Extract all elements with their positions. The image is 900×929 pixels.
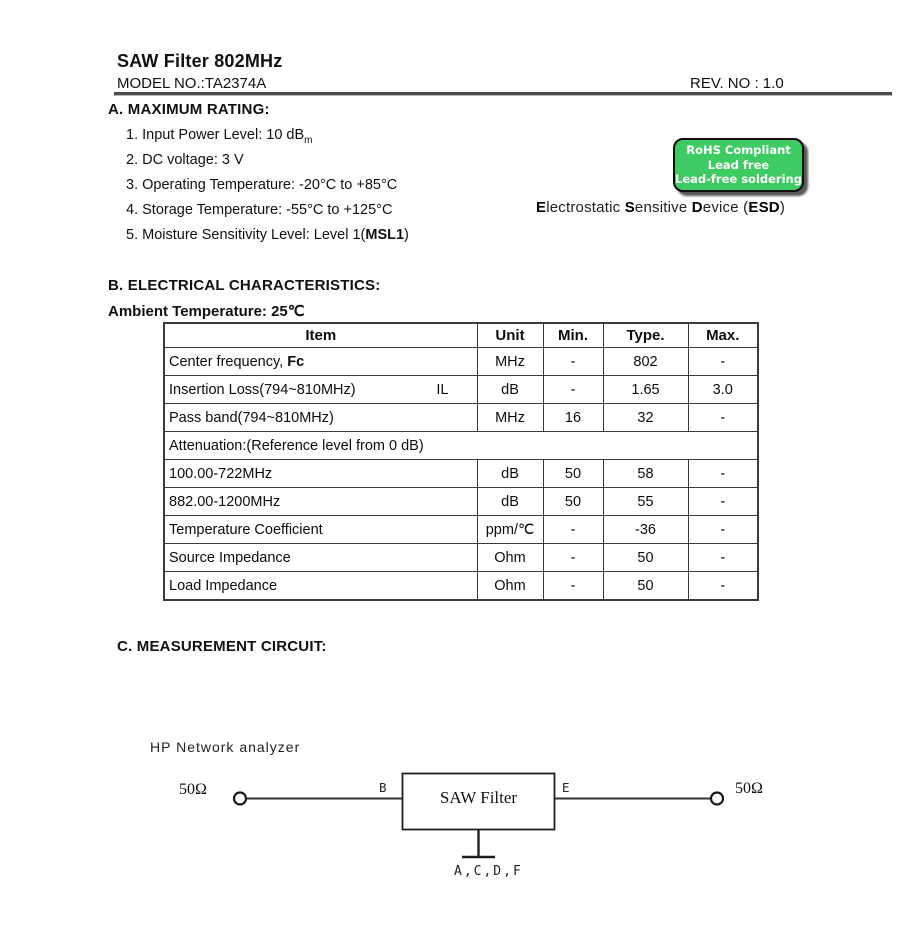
cell-max: -: [688, 460, 758, 488]
rating-item-5: 5. Moisture Sensitivity Level: Level 1(MSL1): [126, 227, 409, 243]
cell-unit: dB: [477, 488, 543, 516]
table-row: [164, 544, 758, 572]
cell-max: -: [688, 348, 758, 376]
cell-min: -: [543, 572, 603, 601]
cell-type: 1.65: [603, 376, 688, 404]
cell-min: -: [543, 376, 603, 404]
cell-min: 16: [543, 404, 603, 432]
cell-item: Insertion Loss(794~810MHz) IL: [164, 376, 477, 404]
cell-type: 50: [603, 544, 688, 572]
cell-unit: Ohm: [477, 544, 543, 572]
cell-item: Load Impedance: [164, 572, 477, 601]
rohs-badge-line1: RoHS Compliant: [686, 143, 791, 158]
cell-type: 802: [603, 348, 688, 376]
cell-min: -: [543, 348, 603, 376]
revision-number: REV. NO : 1.0: [690, 75, 784, 92]
col-header-item: Item: [164, 323, 477, 348]
cell-unit: MHz: [477, 404, 543, 432]
rohs-badge-line3: Lead-free soldering: [675, 172, 802, 187]
section-c-heading: C. MEASUREMENT CIRCUIT:: [117, 638, 327, 655]
cell-unit: ppm/℃: [477, 516, 543, 544]
table-row-attenuation: [164, 432, 758, 460]
cell-type: 55: [603, 488, 688, 516]
rating-item-2: 2. DC voltage: 3 V: [126, 152, 244, 168]
rating-item-1: 1. Input Power Level: 10 $dB_m$: [126, 127, 313, 146]
cell-attenuation-span: Attenuation:(Reference level from 0 dB): [164, 432, 758, 460]
section-a-heading: A. MAXIMUM RATING:: [108, 101, 270, 118]
rohs-badge-line2: Lead free: [707, 157, 770, 172]
cell-min: -: [543, 544, 603, 572]
col-header-type: Type.: [603, 323, 688, 348]
cell-max: -: [688, 544, 758, 572]
esd-note: Electrostatic Sensitive Device (ESD): [536, 199, 786, 216]
cell-max: -: [688, 404, 758, 432]
network-analyzer-label: HP Network analyzer: [150, 739, 301, 755]
header-divider: [114, 92, 892, 96]
cell-min: 50: [543, 488, 603, 516]
cell-type: -36: [603, 516, 688, 544]
table-row: [164, 488, 758, 516]
cell-max: 3.0: [688, 376, 758, 404]
col-header-max: Max.: [688, 323, 758, 348]
cell-unit: dB: [477, 460, 543, 488]
cell-item: Center frequency, Fc: [164, 348, 477, 376]
cell-item: Source Impedance: [164, 544, 477, 572]
port-b-label: B: [379, 780, 387, 795]
right-impedance-label: 50Ω: [735, 780, 763, 797]
cell-unit: Ohm: [477, 572, 543, 601]
cell-unit: MHz: [477, 348, 543, 376]
cell-min: 50: [543, 460, 603, 488]
rating-item-4: 4. Storage Temperature: -55°C to +125°C: [126, 202, 393, 218]
cell-max: -: [688, 488, 758, 516]
cell-max: -: [688, 572, 758, 601]
model-number: MODEL NO.:TA2374A: [117, 75, 267, 92]
table-row: [164, 376, 758, 404]
saw-filter-box-label: SAW Filter: [439, 788, 518, 807]
cell-unit: dB: [477, 376, 543, 404]
cell-type: 58: [603, 460, 688, 488]
cell-item: Temperature Coefficient: [164, 516, 477, 544]
table-row: [164, 516, 758, 544]
col-header-unit: Unit: [477, 323, 543, 348]
left-impedance-label: 50Ω: [179, 781, 207, 798]
cell-type: 50: [603, 572, 688, 601]
table-row: [164, 404, 758, 432]
table-row: [164, 460, 758, 488]
il-symbol: IL: [436, 381, 449, 398]
subscript-m: m: [304, 134, 313, 146]
cell-max: -: [688, 516, 758, 544]
right-terminal: [711, 793, 723, 805]
cell-item: Pass band(794~810MHz): [164, 404, 477, 432]
ambient-temperature-label: Ambient Temperature: 25℃: [108, 303, 305, 320]
col-header-min: Min.: [543, 323, 603, 348]
cell-item: 882.00-1200MHz: [164, 488, 477, 516]
rating-item-3: 3. Operating Temperature: -20°C to +85°C: [126, 177, 398, 193]
cell-item: 100.00-722MHz: [164, 460, 477, 488]
rohs-compliant-badge: [673, 138, 804, 192]
electrical-characteristics-table: [163, 322, 759, 601]
left-terminal: [234, 793, 246, 805]
port-e-label: E: [562, 780, 570, 795]
page-title: SAW Filter 802MHz: [117, 51, 283, 71]
cell-type: 32: [603, 404, 688, 432]
cell-min: -: [543, 516, 603, 544]
table-row: [164, 348, 758, 376]
ground-ports-label: A,C,D,F: [454, 864, 523, 879]
section-b-heading: B. ELECTRICAL CHARACTERISTICS:: [108, 277, 381, 294]
table-header-row: [164, 323, 758, 348]
table-row: [164, 572, 758, 601]
